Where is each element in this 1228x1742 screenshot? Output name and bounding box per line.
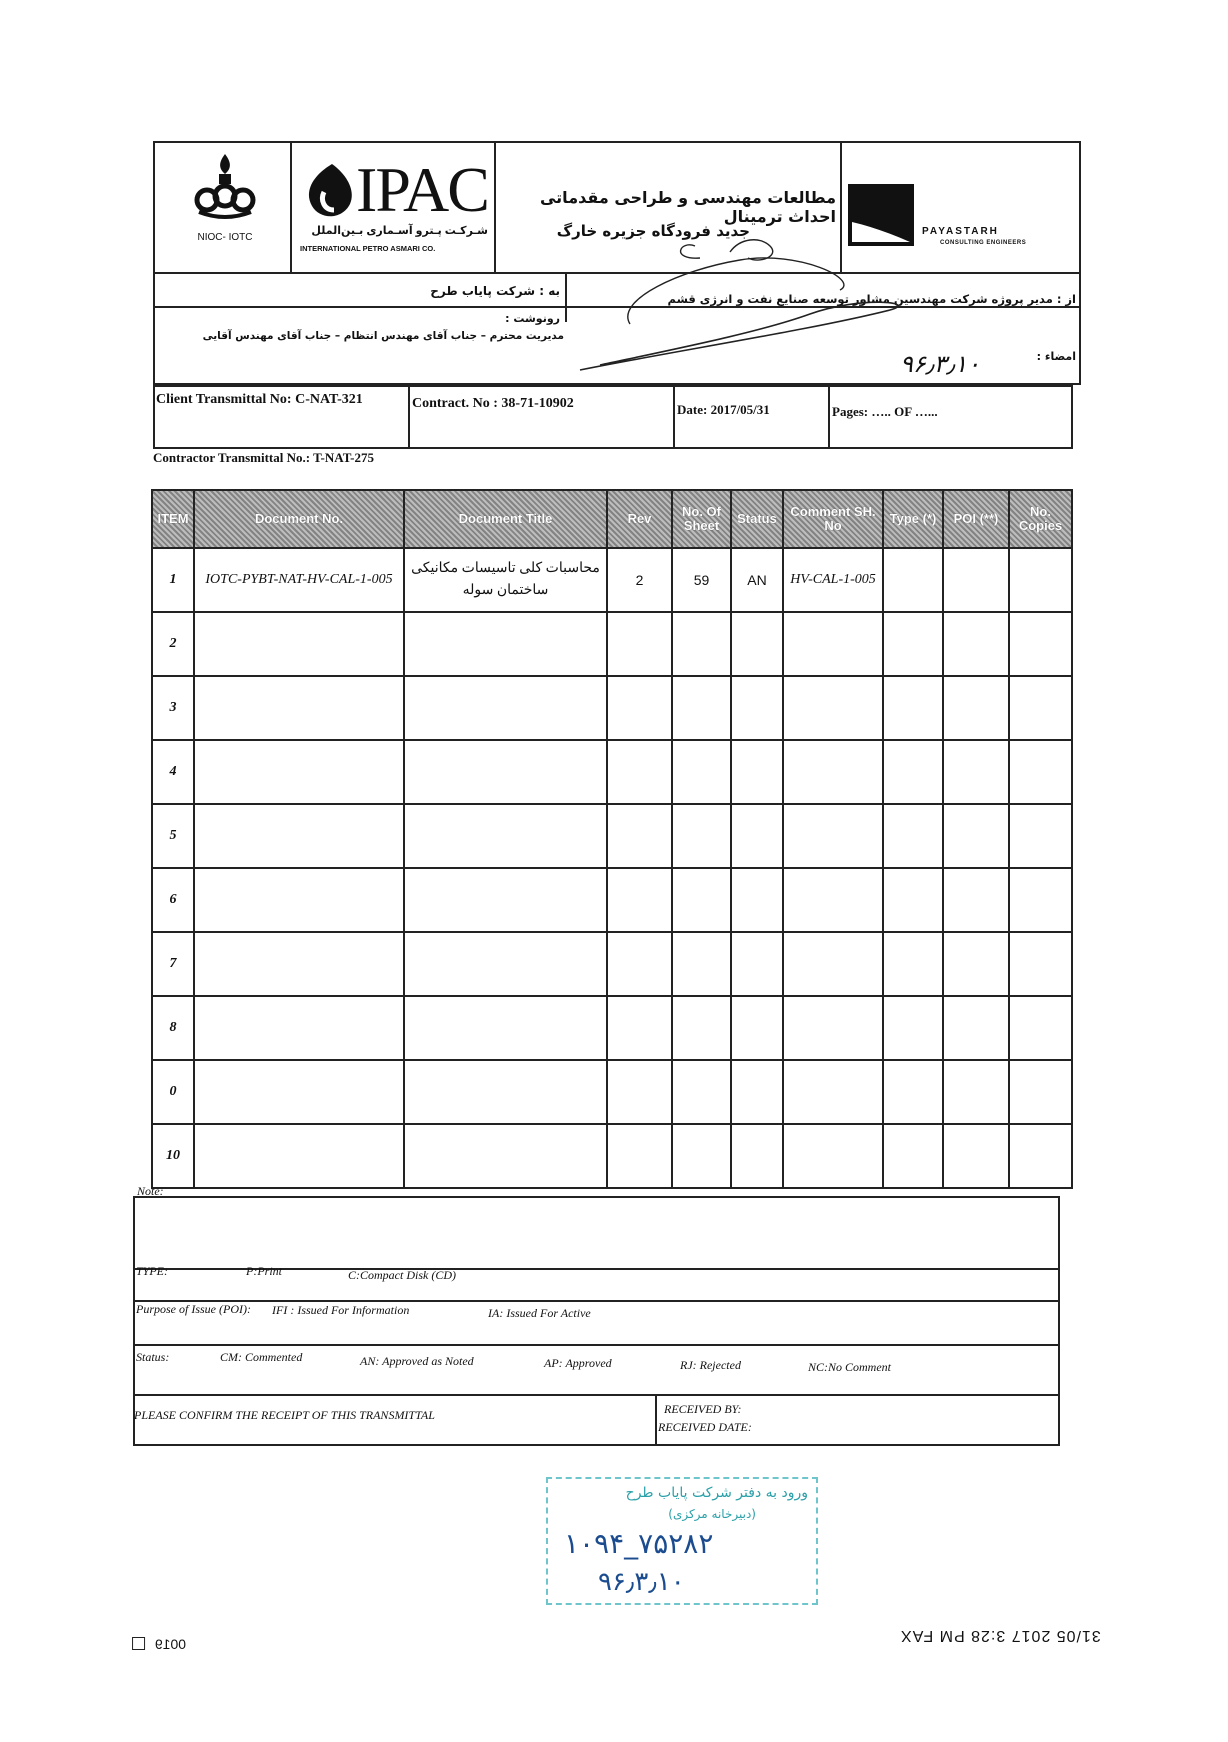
row-item-number: 0: [152, 1060, 194, 1124]
header-divider: [494, 141, 496, 273]
received-date-label: RECEIVED DATE:: [658, 1420, 752, 1434]
table-row: [152, 1060, 1072, 1124]
note-label: Note:: [137, 1184, 164, 1198]
ipac-logo: [296, 150, 492, 268]
header-no-of-sheet: No. Of Sheet: [672, 490, 731, 548]
received-by-label: RECEIVED BY:: [664, 1402, 742, 1416]
row-no-of-sheet: [672, 1124, 731, 1188]
poi-ifi: IFI : Issued For Information: [272, 1303, 410, 1317]
payastarh-subtitle: CONSULTING ENGINEERS: [940, 240, 1027, 246]
payastarh-name: PAYASTARH: [922, 226, 999, 237]
contractor-transmittal-no: Contractor Transmittal No.: T-NAT-275: [153, 450, 374, 465]
row-comment-sh-no: [783, 804, 883, 868]
row-no-copies: [1009, 868, 1072, 932]
header-comment-sh-no: Comment SH. No: [783, 490, 883, 548]
row-poi: [943, 676, 1009, 740]
row-type: [883, 676, 943, 740]
nioc-logo: [185, 150, 265, 245]
row-no-of-sheet: [672, 612, 731, 676]
row-comment-sh-no: [783, 996, 883, 1060]
stamp-registration-number: ۱۰۹۴_۷۵۲۸۲: [564, 1527, 714, 1560]
row-type: [883, 868, 943, 932]
row-document-no: IOTC-PYBT-NAT-HV-CAL-1-005: [194, 548, 404, 612]
row-no-of-sheet: [672, 676, 731, 740]
row-comment-sh-no: [783, 1124, 883, 1188]
header-document-title: Document Title: [404, 490, 607, 548]
footer-divider: [133, 1300, 1060, 1302]
type-compact-disk: C:Compact Disk (CD): [348, 1268, 456, 1282]
row-type: [883, 996, 943, 1060]
row-document-title: [404, 740, 607, 804]
row-document-title: [404, 1060, 607, 1124]
table-header-row: [152, 490, 1072, 548]
row-poi: [943, 868, 1009, 932]
row-no-of-sheet: [672, 740, 731, 804]
ipac-wordmark: IPAC: [356, 154, 488, 225]
row-type: [883, 1060, 943, 1124]
row-document-title: [404, 612, 607, 676]
row-no-copies: [1009, 612, 1072, 676]
row-poi: [943, 1060, 1009, 1124]
row-document-no: [194, 932, 404, 996]
row-item-number: 6: [152, 868, 194, 932]
table-row: [152, 996, 1072, 1060]
status-label: Status:: [136, 1350, 170, 1364]
header-type: Type (*): [883, 490, 943, 548]
header-rev: Rev: [607, 490, 672, 548]
fax-page-text: 0019: [154, 1636, 187, 1652]
header-document-no: Document No.: [194, 490, 404, 548]
row-comment-sh-no: [783, 868, 883, 932]
header-no-copies: No. Copies: [1009, 490, 1072, 548]
row-rev: [607, 612, 672, 676]
documents-table: [151, 489, 1073, 1189]
row-poi: [943, 612, 1009, 676]
row-rev: [607, 804, 672, 868]
row-status: [731, 932, 783, 996]
handwritten-date-number: ۹۶٫۳٫۱۰: [900, 350, 981, 378]
header-divider: [290, 141, 292, 273]
footer-divider: [655, 1394, 657, 1446]
row-type: [883, 1124, 943, 1188]
cc-recipients: مدیریت محترم – جناب آقای مهندس انتظام – جناب آقای مهندس آقایی: [202, 330, 564, 342]
status-commented: CM: Commented: [220, 1350, 303, 1364]
row-poi: [943, 548, 1009, 612]
row-document-title: [404, 1124, 607, 1188]
type-print: P:Print: [246, 1264, 282, 1278]
fax-checkbox-icon: [132, 1637, 145, 1650]
row-status: [731, 740, 783, 804]
row-document-no: [194, 1124, 404, 1188]
row-rev: [607, 740, 672, 804]
transmittal-date: Date: 2017/05/31: [677, 402, 770, 417]
row-type: [883, 548, 943, 612]
row-poi: [943, 1124, 1009, 1188]
row-no-of-sheet: [672, 868, 731, 932]
info-divider: [408, 385, 410, 449]
row-no-copies: [1009, 548, 1072, 612]
row-rev: [607, 1124, 672, 1188]
table-row: [152, 868, 1072, 932]
cc-label: رونوشت :: [505, 312, 560, 325]
row-item-number: 4: [152, 740, 194, 804]
row-comment-sh-no: [783, 1060, 883, 1124]
row-comment-sh-no: [783, 932, 883, 996]
project-title-line1: مطالعات مهندسی و طراحی مقدماتی احداث ترمینال: [539, 188, 836, 226]
ipac-persian-name: شـرکـت پـترو آسـماری بـین‌الملل: [311, 225, 488, 237]
row-comment-sh-no: [783, 612, 883, 676]
row-status: [731, 676, 783, 740]
row-poi: [943, 932, 1009, 996]
poi-ia: IA: Issued For Active: [488, 1306, 591, 1320]
ipac-drop-icon: [302, 162, 354, 220]
row-rev: [607, 676, 672, 740]
row-no-of-sheet: [672, 804, 731, 868]
header-item: ITEM: [152, 490, 194, 548]
ipac-english-name: INTERNATIONAL PETRO ASMARI CO.: [300, 244, 436, 253]
stamp-department: (دبیرخانه مرکزی): [668, 1507, 756, 1521]
row-no-copies: [1009, 1124, 1072, 1188]
row-document-title: [404, 996, 607, 1060]
row-rev: [607, 996, 672, 1060]
nioc-logo-icon: [185, 150, 265, 225]
row-no-copies: [1009, 804, 1072, 868]
table-row: [152, 612, 1072, 676]
row-document-title: محاسبات کلی تاسیسات مکانیکی ساختمان سوله: [404, 548, 607, 612]
row-no-copies: [1009, 740, 1072, 804]
row-item-number: 10: [152, 1124, 194, 1188]
row-document-no: [194, 868, 404, 932]
row-type: [883, 612, 943, 676]
row-type: [883, 932, 943, 996]
row-document-title: [404, 676, 607, 740]
info-divider: [828, 385, 830, 449]
row-rev: [607, 1060, 672, 1124]
row-document-title: [404, 868, 607, 932]
type-label: TYPE:: [136, 1264, 169, 1278]
row-item-number: 5: [152, 804, 194, 868]
status-approved-as-noted: AN: Approved as Noted: [360, 1354, 474, 1368]
row-comment-sh-no: [783, 740, 883, 804]
row-item-number: 2: [152, 612, 194, 676]
row-no-copies: [1009, 996, 1072, 1060]
documents-table-body: [152, 548, 1072, 1188]
header-status: Status: [731, 490, 783, 548]
row-status: [731, 804, 783, 868]
row-status: [731, 612, 783, 676]
row-no-of-sheet: [672, 932, 731, 996]
info-divider: [673, 385, 675, 449]
nioc-caption: NIOC- IOTC: [197, 232, 253, 243]
row-no-of-sheet: 59: [672, 548, 731, 612]
row-document-no: [194, 612, 404, 676]
row-rev: [607, 932, 672, 996]
status-no-comment: NC:No Comment: [808, 1360, 892, 1374]
row-type: [883, 804, 943, 868]
poi-label: Purpose of Issue (POI):: [136, 1302, 251, 1316]
row-no-of-sheet: [672, 1060, 731, 1124]
row-poi: [943, 804, 1009, 868]
row-type: [883, 740, 943, 804]
project-title-line2: جدید فرودگاه جزیره خارگ: [556, 222, 750, 240]
row-document-no: [194, 676, 404, 740]
row-document-title: [404, 804, 607, 868]
table-row: [152, 932, 1072, 996]
stamp-date: ۹۶٫۳٫۱۰: [598, 1567, 685, 1597]
row-item-number: 1: [152, 548, 194, 612]
row-document-no: [194, 740, 404, 804]
row-status: [731, 1124, 783, 1188]
row-status: [731, 1060, 783, 1124]
signature-label: امضاء :: [1036, 350, 1076, 363]
row-poi: [943, 740, 1009, 804]
table-row: [152, 1124, 1072, 1188]
receipt-stamp: [546, 1477, 818, 1605]
fax-header-line: 31/05 2017 3:28 PM FAX: [900, 1627, 1101, 1644]
row-comment-sh-no: HV-CAL-1-005: [783, 548, 883, 612]
fax-page-number: [132, 1636, 186, 1652]
status-approved: AP: Approved: [544, 1356, 612, 1370]
header-poi: POI (**): [943, 490, 1009, 548]
pages-count: Pages: ….. OF …...: [832, 404, 938, 419]
row-rev: [607, 868, 672, 932]
status-rejected: RJ: Rejected: [680, 1358, 741, 1372]
row-status: [731, 868, 783, 932]
row-item-number: 7: [152, 932, 194, 996]
contract-no: Contract. No : 38-71-10902: [412, 396, 574, 411]
footer-divider: [133, 1394, 1060, 1396]
row-document-no: [194, 804, 404, 868]
table-row: [152, 548, 1072, 612]
row-status: [731, 996, 783, 1060]
row-rev: 2: [607, 548, 672, 612]
row-no-copies: [1009, 1060, 1072, 1124]
row-comment-sh-no: [783, 676, 883, 740]
row-no-copies: [1009, 932, 1072, 996]
stamp-office-name: ورود به دفتر شرکت پایاب طرح: [625, 1485, 808, 1501]
table-row: [152, 804, 1072, 868]
row-poi: [943, 996, 1009, 1060]
row-document-no: [194, 996, 404, 1060]
from-sender: از : مدیر پروژه شرکت مهندسین مشاور توسعه صنایع نفت و انرژی قشم: [667, 292, 1076, 306]
row-no-of-sheet: [672, 996, 731, 1060]
table-row: [152, 676, 1072, 740]
to-recipient: به : شرکت پایاب طرح: [430, 284, 560, 298]
footer-divider: [133, 1344, 1060, 1346]
row-status: AN: [731, 548, 783, 612]
row-no-copies: [1009, 676, 1072, 740]
confirm-receipt-text: PLEASE CONFIRM THE RECEIPT OF THIS TRANSMITTAL: [134, 1408, 435, 1422]
table-row: [152, 740, 1072, 804]
row-item-number: 8: [152, 996, 194, 1060]
client-transmittal-no: Client Transmittal No: C-NAT-321: [156, 392, 363, 407]
row-document-no: [194, 1060, 404, 1124]
row-item-number: 3: [152, 676, 194, 740]
row-document-title: [404, 932, 607, 996]
